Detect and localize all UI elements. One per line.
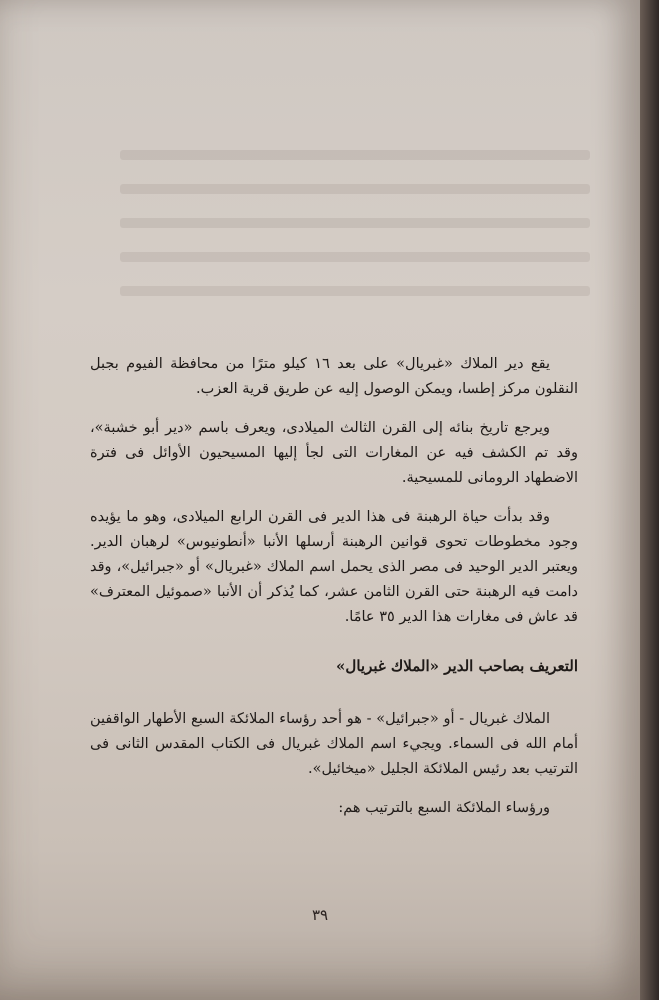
page-edge-shadow bbox=[640, 0, 659, 1000]
paragraph-5: ورؤساء الملائكة السبع بالترتيب هم: bbox=[338, 800, 550, 816]
page-number: ٣٩ bbox=[311, 906, 329, 924]
body-text bbox=[90, 352, 578, 835]
paragraph-4: الملاك غبريال - أو «جبرائيل» - هو أحد رؤساء الملائكة السبع الأطهار الواقفين أمام الله فى السماء. ويجيء اسم الملاك غبريال فى الكتاب المقدس الثانى فى الترتيب بعد رئيس الملائكة الجليل «ميخائيل». bbox=[90, 711, 578, 777]
bleed-through-text bbox=[120, 150, 590, 320]
section-heading: التعريف بصاحب الدير «الملاك غبريال» bbox=[336, 657, 578, 675]
paragraph-1: يقع دير الملاك «غبريال» على بعد ١٦ كيلو مترًا من محافظة الفيوم بجبل النقلون مركز إطسا، ويمكن الوصول إليه عن طريق قرية العزب. bbox=[90, 356, 578, 397]
paragraph-2: ويرجع تاريخ بنائه إلى القرن الثالث الميلادى، ويعرف باسم «دير أبو خشبة»، وقد تم الكشف فيه عن المغارات التى لجأ إليها المسيحيون الأوائل فى فترة الاضطهاد الرومانى للمسيحية. bbox=[90, 420, 578, 486]
paragraph-3: وقد بدأت حياة الرهبنة فى هذا الدير فى القرن الرابع الميلادى، وهو ما يؤيده وجود مخطوطات تحوى قوانين الرهبنة أرسلها الأنبا «أنطونيوس» لرهبان الدير. ويعتبر الدير الوحيد فى مصر الذى يحمل اسم الملاك «غبريال» أو «جبرائيل»، وقد دامت فيه الرهبنة حتى القرن الثامن عشر، كما يُذكر أن الأنبا «صموئيل المعترف» قد عاش فى مغارات هذا الدير ٣٥ عامًا. bbox=[90, 509, 578, 625]
